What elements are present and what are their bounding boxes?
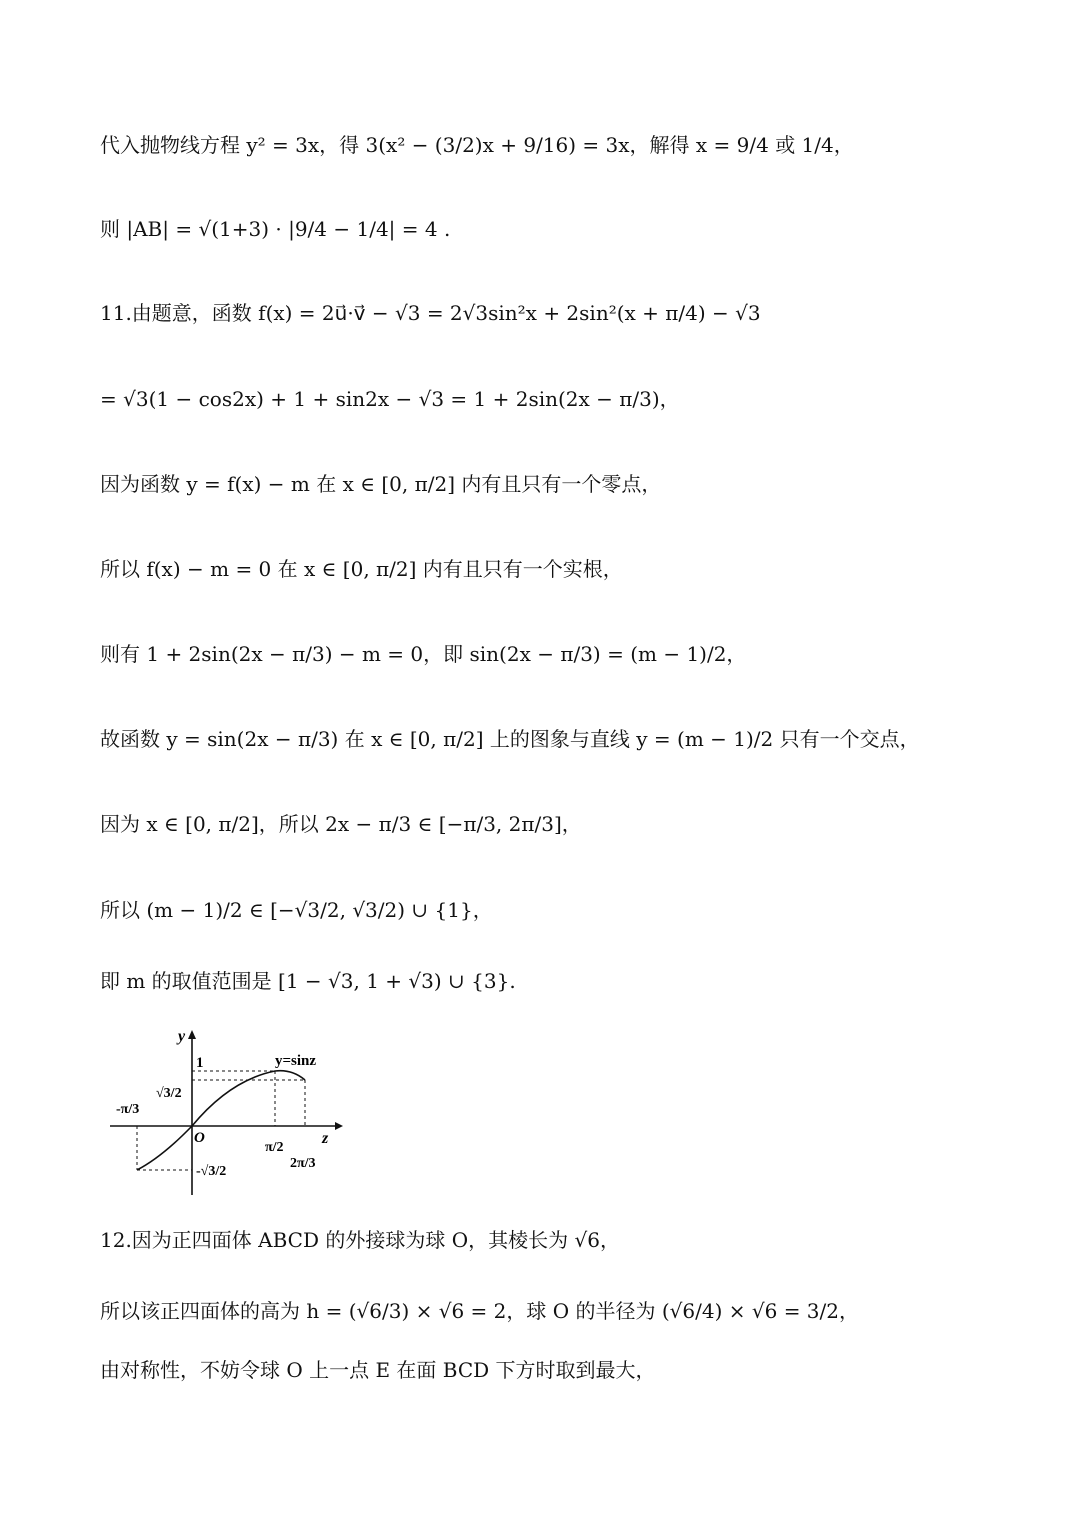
- problem-11-line-3: 因为函数 y = f(x) − m 在 x ∈ [0, π/2] 内有且只有一个零点，: [100, 472, 662, 496]
- solution-line-2: 则 |AB| = √(1+3) · |9/4 − 1/4| = 4 .: [100, 217, 451, 241]
- problem-11-line-4: 所以 f(x) − m = 0 在 x ∈ [0, π/2] 内有且只有一个实根，: [100, 557, 623, 581]
- problem-11-line-2: = √3(1 − cos2x) + 1 + sin2x − √3 = 1 + 2sin(2x − π/3)，: [100, 387, 680, 411]
- sine-graph: [110, 1025, 350, 1205]
- origin-label: O: [194, 1130, 205, 1146]
- tick-one: 1: [196, 1055, 204, 1071]
- problem-11-line-9: 即 m 的取值范围是 [1 − √3, 1 + √3) ∪ {3}.: [100, 969, 516, 993]
- tick-2pi-over-3: 2π/3: [290, 1156, 316, 1171]
- y-axis-label: y: [178, 1028, 186, 1045]
- tick-neg-sqrt3-over-2: -√3/2: [196, 1164, 227, 1179]
- y-axis-arrow: [188, 1030, 196, 1039]
- problem-11-line-8: 所以 (m − 1)/2 ∈ [−√3/2, √3/2) ∪ {1}，: [100, 898, 493, 922]
- z-axis-label: z: [322, 1130, 329, 1147]
- tick-neg-pi-over-3: -π/3: [116, 1102, 140, 1117]
- solution-line-1: 代入抛物线方程 y² = 3x，得 3(x² − (3/2)x + 9/16) = 3x，解得 x = 9/4 或 1/4，: [100, 133, 854, 157]
- problem-12-line-2: 所以该正四面体的高为 h = (√6/3) × √6 = 2，球 O 的半径为 (√6/4) × √6 = 3/2，: [100, 1299, 859, 1323]
- problem-11-line-7: 因为 x ∈ [0, π/2]，所以 2x − π/3 ∈ [−π/3, 2π/3]，: [100, 812, 582, 836]
- z-axis-arrow: [335, 1122, 343, 1130]
- problem-11-line-5: 则有 1 + 2sin(2x − π/3) − m = 0，即 sin(2x − π/3) = (m − 1)/2，: [100, 642, 747, 666]
- problem-12-line-1: 12.因为正四面体 ABCD 的外接球为球 O，其棱长为 √6，: [100, 1228, 620, 1252]
- tick-sqrt3-over-2: √3/2: [156, 1086, 182, 1101]
- problem-11-line-1: 11.由题意，函数 f(x) = 2u⃗·v⃗ − √3 = 2√3sin²x + 2sin²(x + π/4) − √3: [100, 301, 761, 325]
- problem-11-line-6: 故函数 y = sin(2x − π/3) 在 x ∈ [0, π/2] 上的图象与直线 y = (m − 1)/2 只有一个交点，: [100, 727, 920, 751]
- tick-pi-over-2: π/2: [265, 1140, 284, 1155]
- curve-label: y=sinz: [275, 1053, 317, 1069]
- problem-12-line-3: 由对称性，不妨令球 O 上一点 E 在面 BCD 下方时取到最大，: [100, 1358, 656, 1382]
